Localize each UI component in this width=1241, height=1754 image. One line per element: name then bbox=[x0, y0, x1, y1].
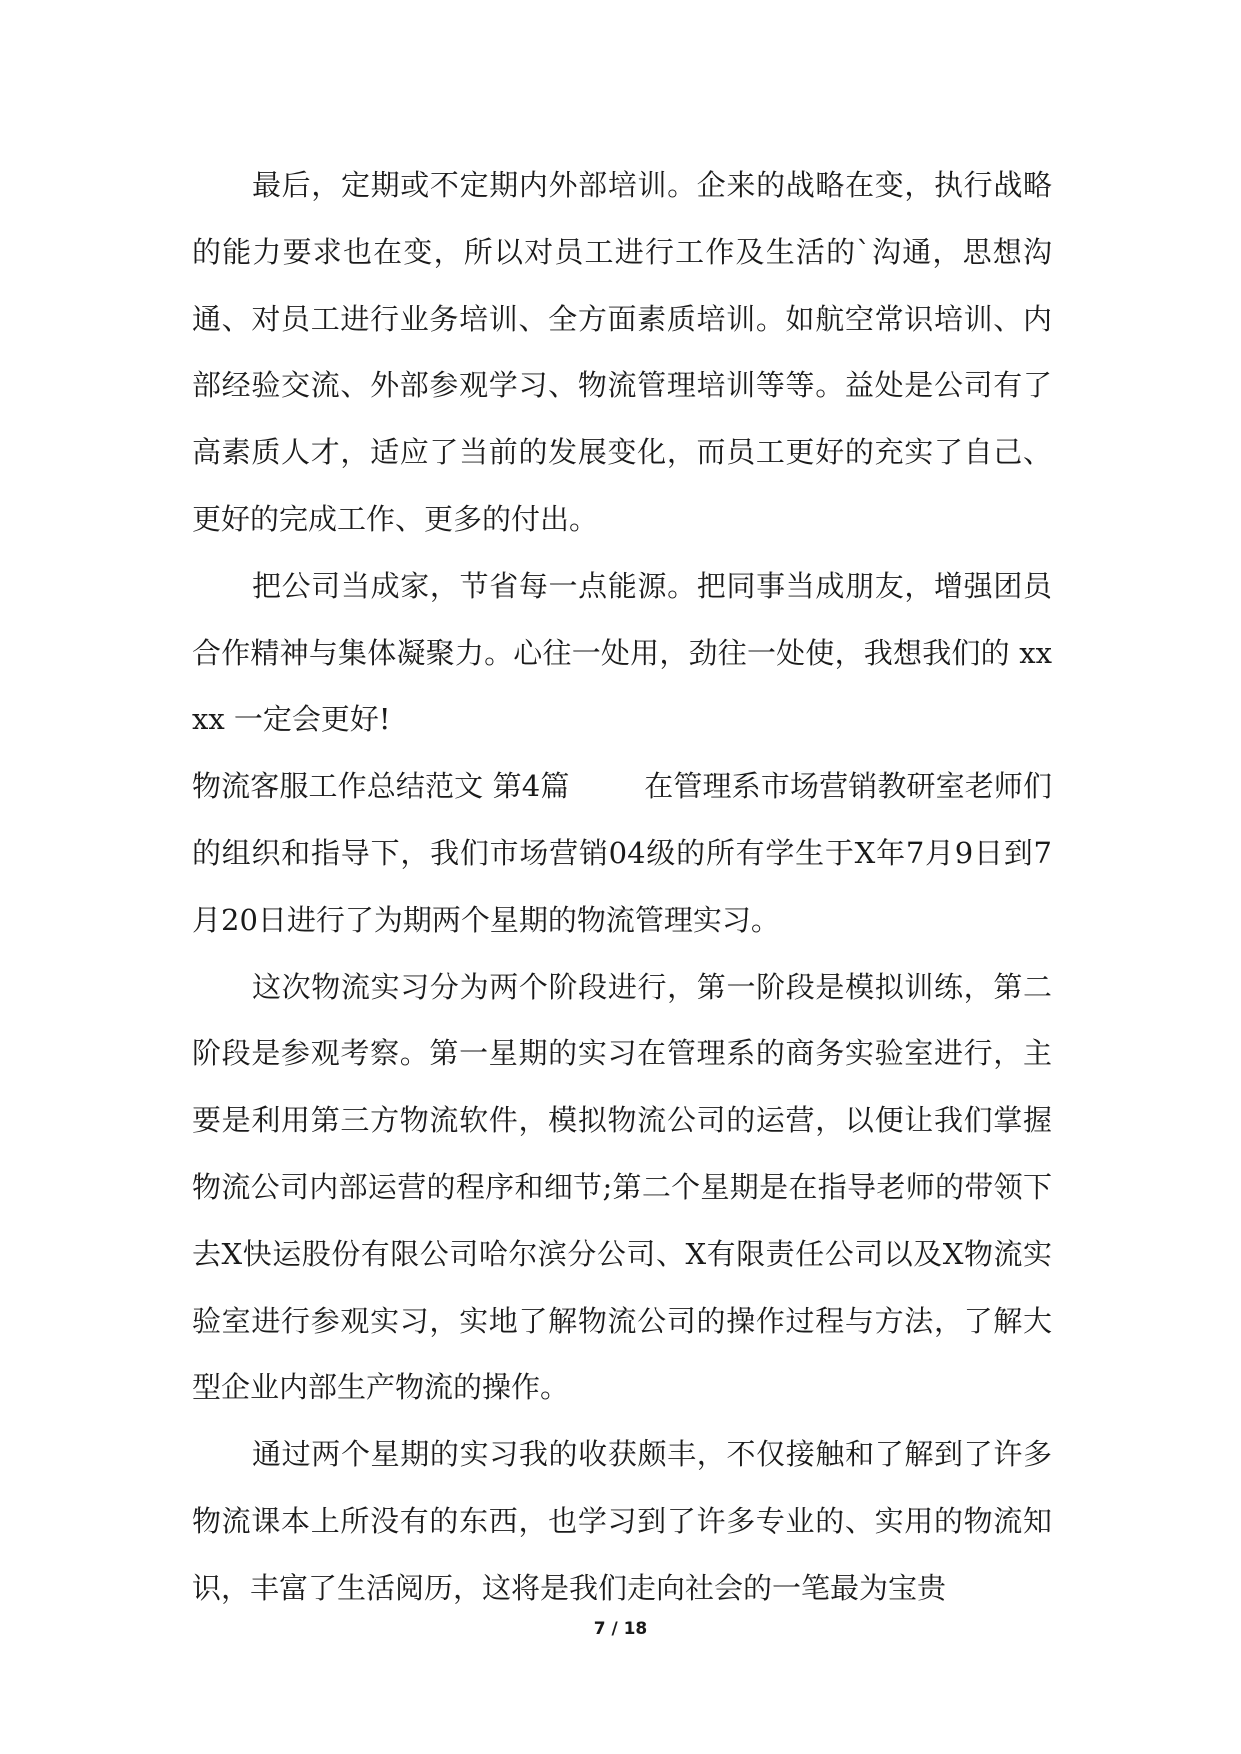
page-number: 7 / 18 bbox=[593, 1619, 648, 1639]
paragraph-training: 最后，定期或不定期内外部培训。企来的战略在变，执行战略的能力要求也在变，所以对员工进行工作及生活的`沟通，思想沟通、对员工进行业务培训、全方面素质培训。如航空常识培训、内部经验交流、外部参观学习、物流管理培训等等。益处是公司有了高素质人才，适应了当前的发展变化，而员工更好的充实了自己、更好的完成工作、更多的付出。 bbox=[192, 168, 1052, 536]
paragraph-internship-stages: 这次物流实习分为两个阶段进行，第一阶段是模拟训练，第二阶段是参观考察。第一星期的实习在管理系的商务实验室进行，主要是利用第三方物流软件，模拟物流公司的运营，以便让我们掌握物流公司内部运营的程序和细节;第二个星期是在指导老师的带领下去X快运股份有限公司哈尔滨分公司、X有限责任公司以及X物流实验室进行参观实习，实地了解物流公司的操作过程与方法，了解大型企业内部生产物流的操作。 bbox=[192, 969, 1052, 1405]
paragraph-company-as-home: 把公司当成家，节省每一点能源。把同事当成朋友，增强团员合作精神与集体凝聚力。心往一处用，劲往一处使，我想我们的 xxxx 一定会更好! bbox=[192, 568, 1052, 737]
paragraph-internship-gains: 通过两个星期的实习我的收获颇丰，不仅接触和了解到了许多物流课本上所没有的东西，也学习到了许多专业的、实用的物流知识，丰富了生活阅历，这将是我们走向社会的一笔最为宝贵 bbox=[192, 1437, 1052, 1605]
document-body bbox=[192, 152, 1052, 1622]
paragraph-section-heading-internship: 物流客服工作总结范文 第4篇 在管理系市场营销教研室老师们的组织和指导下，我们市场营销04级的所有学生于X年7月9日到7月20日进行了为期两个星期的物流管理实习。 bbox=[192, 769, 1052, 937]
